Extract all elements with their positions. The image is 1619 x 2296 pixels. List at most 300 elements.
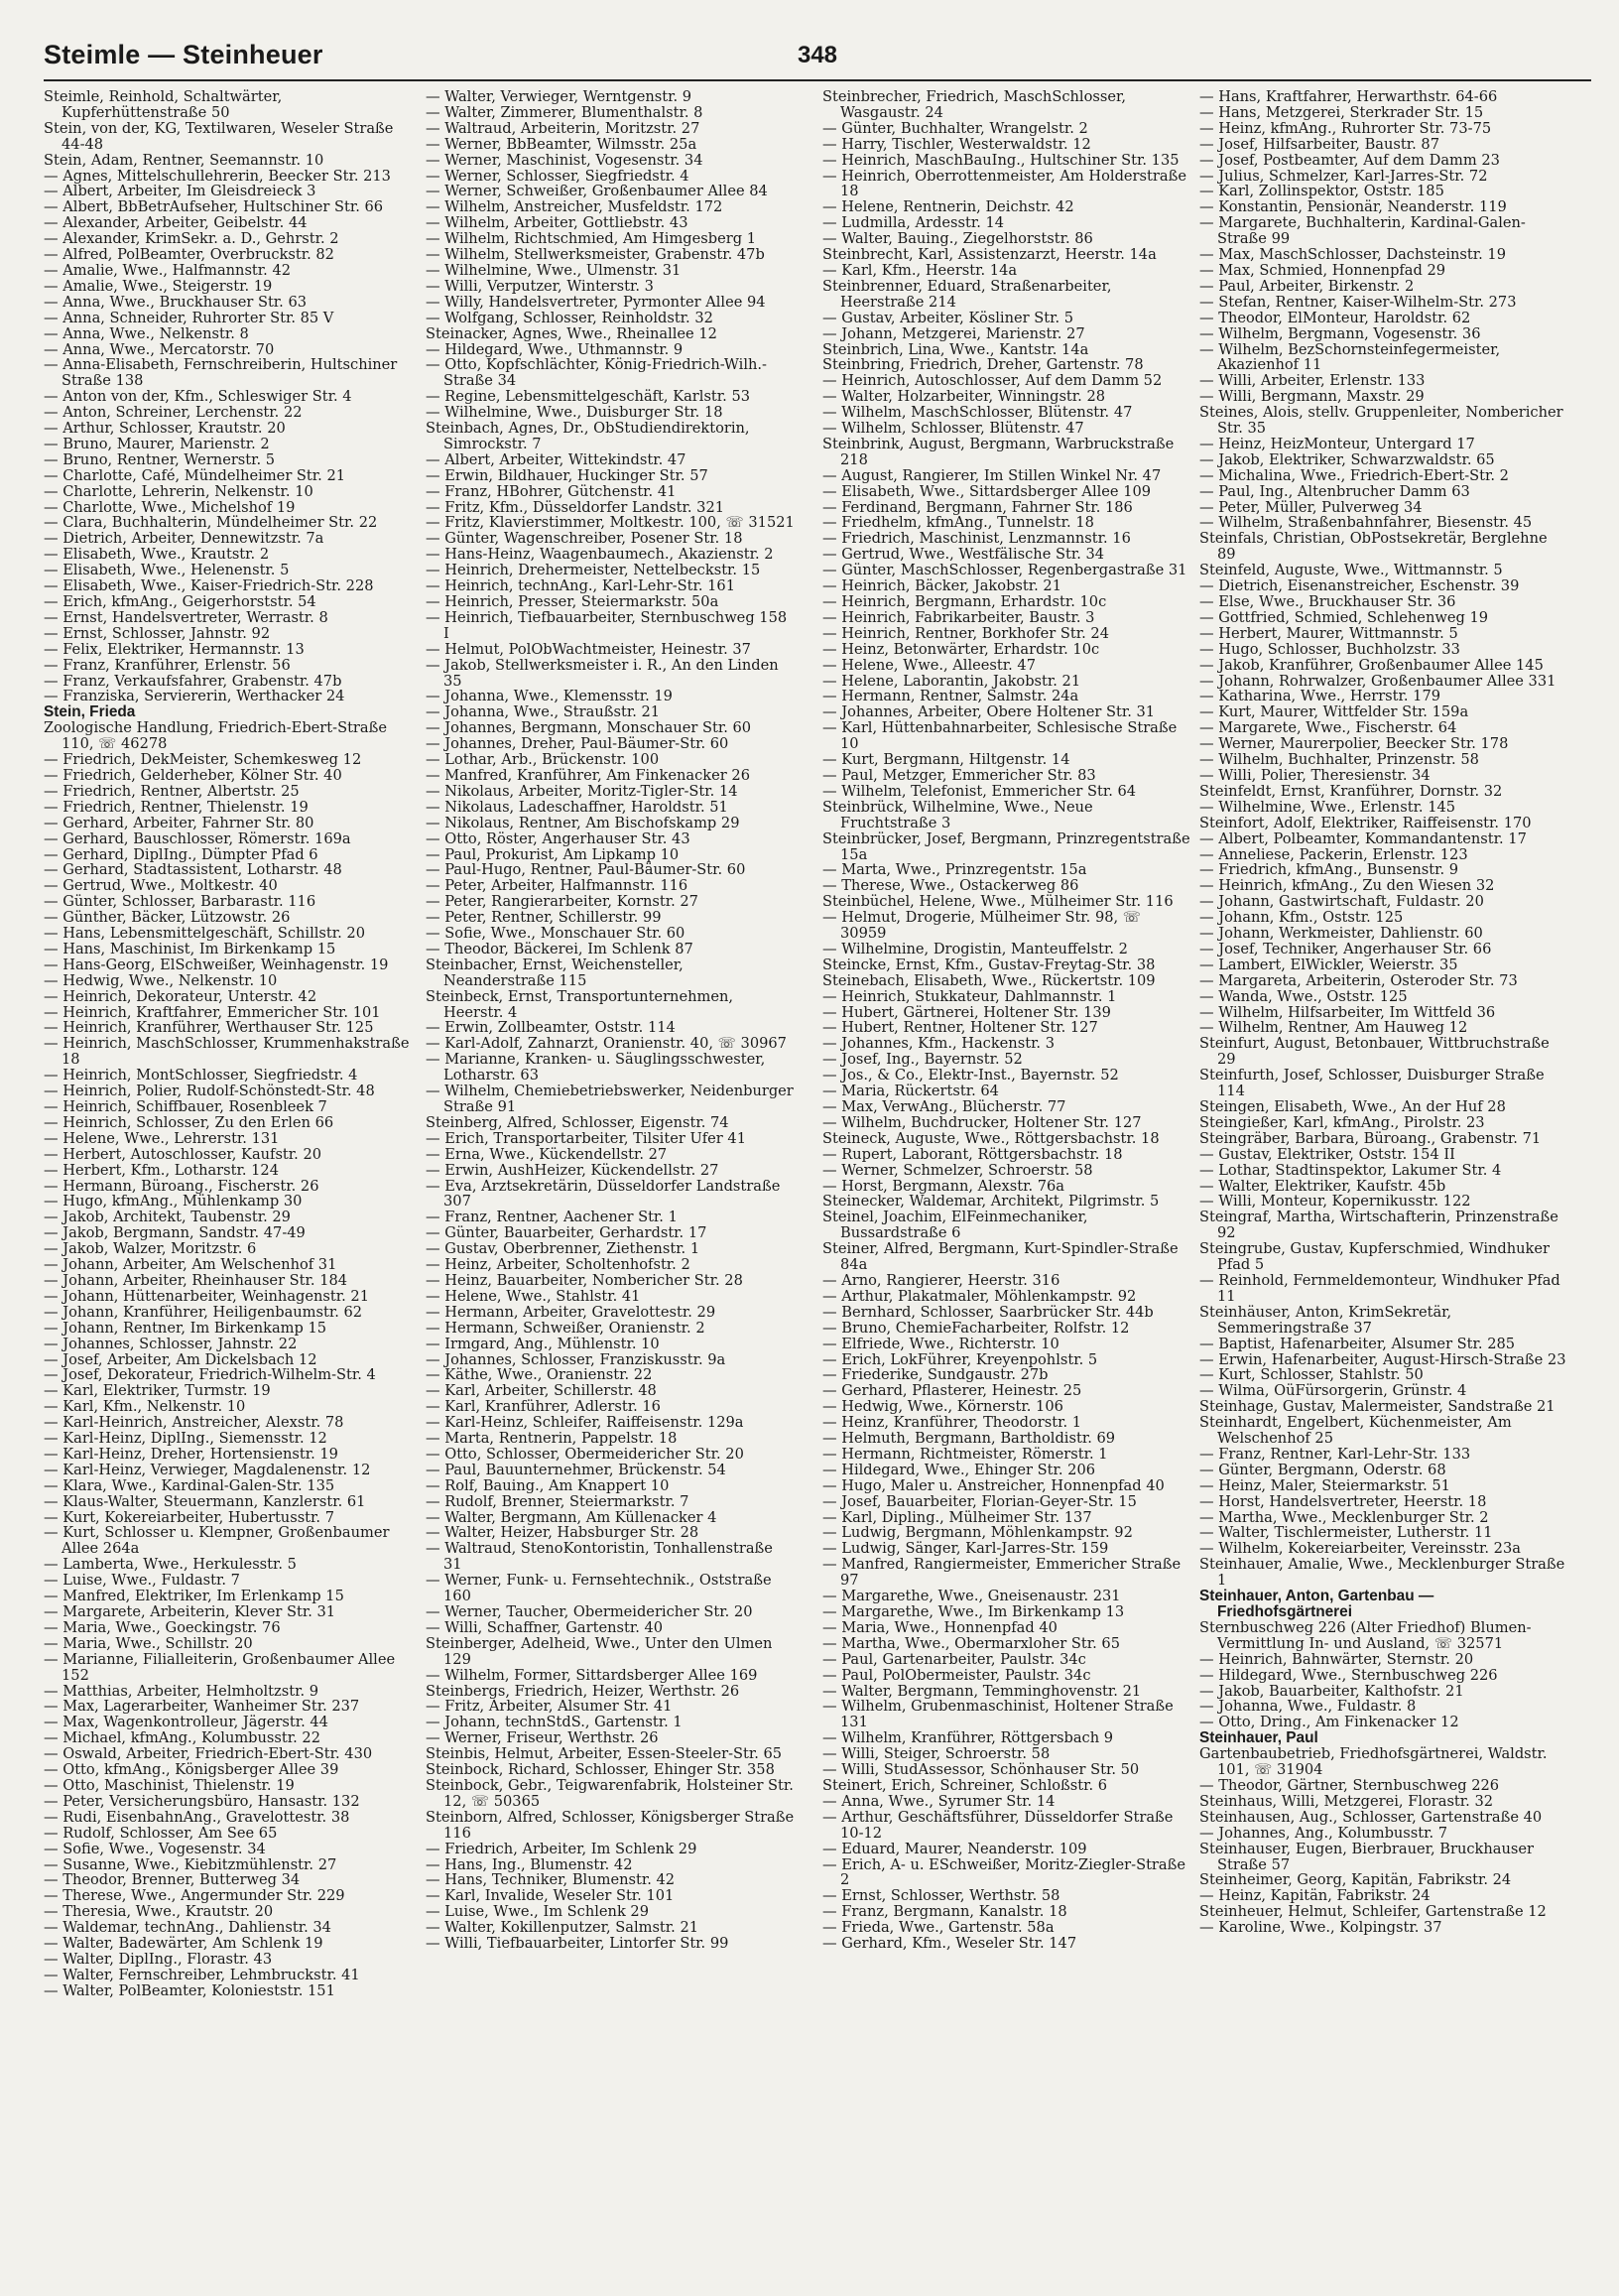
directory-entry: — Margarete, Wwe., Fischerstr. 64 <box>1199 719 1457 737</box>
directory-entry: — Heinz, Kranführer, Theodorstr. 1 <box>822 1414 1082 1432</box>
directory-entry: — Alexander, KrimSekr. a. D., Gehrstr. 2 <box>44 230 339 248</box>
directory-entry: — Otto, Röster, Angerhauser Str. 43 <box>426 829 690 847</box>
directory-entry: — Fritz, Arbeiter, Alsumer Str. 41 <box>426 1698 673 1716</box>
directory-entry: — Helene, Wwe., Lehrerstr. 131 <box>44 1129 280 1147</box>
directory-entry: — Anna, Wwe., Bruckhauser Str. 63 <box>44 293 308 311</box>
directory-entry: — Johann, Kfm., Oststr. 125 <box>1199 909 1404 927</box>
directory-entry: — Marianne, Filialleiterin, Großenbaumer Allee 152 <box>44 1650 396 1684</box>
directory-entry: — Erich, A- u. ESchweißer, Moritz-Ziegler-Straße 2 <box>822 1855 1185 1889</box>
directory-entry: — Karl, Hüttenbahnarbeiter, Schlesische Straße 10 <box>822 719 1178 753</box>
directory-entry-heading: Steinhauer, Paul <box>1199 1729 1318 1747</box>
directory-entry: — Walter, Holzarbeiter, Winningstr. 28 <box>822 388 1106 406</box>
directory-entry: — Lamberta, Wwe., Herkulesstr. 5 <box>44 1556 297 1574</box>
directory-entry: Steinbrecht, Karl, Assistenzarzt, Heerstr. 14a <box>822 246 1157 264</box>
directory-entry: — Gerhard, Arbeiter, Fahrner Str. 80 <box>44 814 314 831</box>
directory-entry: — Friedrich, Rentner, Thielenstr. 19 <box>44 798 309 816</box>
directory-entry: Steinbacher, Ernst, Weichensteller, Neanderstraße 115 <box>426 956 684 989</box>
directory-entry: — Jakob, Elektriker, Schwarzwaldstr. 65 <box>1199 450 1495 468</box>
directory-entry: — Heinz, HeizMonteur, Untergard 17 <box>1199 435 1475 452</box>
directory-entry: — Hermann, Rentner, Salmstr. 24a <box>822 688 1079 705</box>
directory-entry: — Bruno, ChemieFacharbeiter, Rolfstr. 12 <box>822 1319 1130 1337</box>
directory-entry: — Heinrich, MaschSchlosser, Krummenhakstraße 18 <box>44 1035 410 1069</box>
directory-entry: — Frieda, Wwe., Gartenstr. 58a <box>822 1919 1055 1937</box>
directory-entry: — Werner, Funk- u. Fernsehtechnik., Oststraße 160 <box>426 1572 772 1605</box>
directory-entry: Zoologische Handlung, Friedrich-Ebert-Straße 110, ☏ 46278 <box>44 719 387 753</box>
directory-entry: — Maria, Rückertstr. 64 <box>822 1083 999 1100</box>
directory-entry: — Dietrich, Arbeiter, Dennewitzstr. 7a <box>44 530 324 548</box>
directory-entry: — Johanna, Wwe., Straußstr. 21 <box>426 703 661 721</box>
directory-entry: — Johann, Hüttenarbeiter, Weinhagenstr. 21 <box>44 1287 369 1305</box>
directory-entry: — Johannes, Kfm., Hackenstr. 3 <box>822 1035 1055 1053</box>
directory-entry: — Margarete, Buchhalterin, Kardinal-Galen-Straße 99 <box>1199 214 1526 248</box>
directory-entry: — Friederike, Sundgaustr. 27b <box>822 1366 1049 1384</box>
directory-entry: Steinhauer, Amalie, Wwe., Mecklenburger Straße 1 <box>1199 1556 1565 1590</box>
directory-entry: Steinbock, Richard, Schlosser, Ehinger Str. 358 <box>426 1761 775 1779</box>
directory-entry: — Julius, Schmelzer, Karl-Jarres-Str. 72 <box>1199 167 1488 185</box>
directory-entry: — Willi, Verputzer, Winterstr. 3 <box>426 277 654 295</box>
directory-entry: — Franz, Rentner, Aachener Str. 1 <box>426 1209 678 1226</box>
directory-entry: — Therese, Wwe., Angermunder Str. 229 <box>44 1887 345 1905</box>
directory-entry: — Werner, Schweißer, Großenbaumer Allee 84 <box>426 183 768 200</box>
directory-entry: — Elisabeth, Wwe., Krautstr. 2 <box>44 546 270 564</box>
directory-entry: — Wilhelm, MaschSchlosser, Blütenstr. 47 <box>822 404 1133 422</box>
directory-entry: Steinheuer, Helmut, Schleifer, Gartenstraße 12 <box>1199 1903 1547 1921</box>
directory-entry: — Hedwig, Wwe., Nelkenstr. 10 <box>44 971 278 989</box>
directory-entry: — Hubert, Rentner, Holtener Str. 127 <box>822 1019 1098 1037</box>
directory-entry: Steinfals, Christian, ObPostsekretär, Berglehne 89 <box>1199 530 1548 564</box>
directory-entry: — Margarethe, Wwe., Im Birkenkamp 13 <box>822 1603 1125 1620</box>
directory-entry: — Günter, MaschSchlosser, Regenbergastraße 31 <box>822 562 1187 579</box>
directory-entry: — Friedrich, DekMeister, Schemkesweg 12 <box>44 751 362 769</box>
directory-entry: — Karoline, Wwe., Kolpingstr. 37 <box>1199 1919 1442 1937</box>
directory-entry: Steingen, Elisabeth, Wwe., An der Huf 28 <box>1199 1098 1506 1115</box>
directory-entry: — Hans-Georg, ElSchweißer, Weinhagenstr. 19 <box>44 956 389 973</box>
directory-entry: — Walter, Fernschreiber, Lehmbruckstr. 41 <box>44 1966 360 1983</box>
directory-entry: — Walter, Kokillenputzer, Salmstr. 21 <box>426 1919 699 1937</box>
directory-entry: — Paul, Ing., Altenbrucher Damm 63 <box>1199 482 1470 500</box>
directory-entry: Steinhausen, Aug., Schlosser, Gartenstraße 40 <box>1199 1808 1543 1826</box>
directory-entry: — Baptist, Hafenarbeiter, Alsumer Str. 285 <box>1199 1335 1516 1352</box>
directory-entry: — Anton von der, Kfm., Schleswiger Str. 4 <box>44 388 352 406</box>
directory-entry: — Regine, Lebensmittelgeschäft, Karlstr. 53 <box>426 388 751 406</box>
directory-entry: — Dietrich, Eisenanstreicher, Eschenstr. 39 <box>1199 577 1520 595</box>
directory-entry: Steinfurt, August, Betonbauer, Wittbruchstraße 29 <box>1199 1035 1550 1069</box>
directory-entry: — Heinz, kfmAng., Ruhrorter Str. 73-75 <box>1199 119 1492 137</box>
directory-entry: — Karl, Kfm., Nelkenstr. 10 <box>44 1398 246 1416</box>
directory-entry: — Walter, Bauing., Ziegelhorststr. 86 <box>822 230 1093 248</box>
directory-entry: — Herbert, Autoschlosser, Kaufstr. 20 <box>44 1145 322 1163</box>
directory-entry: — Elisabeth, Wwe., Sittardsberger Allee 109 <box>822 482 1152 500</box>
directory-entry: — Willi, Arbeiter, Erlenstr. 133 <box>1199 372 1426 390</box>
directory-entry: — Heinrich, Polier, Rudolf-Schönstedt-Str. 48 <box>44 1083 375 1100</box>
directory-entry: Gartenbaubetrieb, Friedhofsgärtnerei, Waldstr. 101, ☏ 31904 <box>1199 1745 1548 1779</box>
directory-entry: Steingießer, Karl, kfmAng., Pirolstr. 23 <box>1199 1113 1485 1131</box>
directory-entry: Steinebach, Elisabeth, Wwe., Rückertstr. 109 <box>822 971 1156 989</box>
directory-entry: — Wilhelm, Buchhalter, Prinzenstr. 58 <box>1199 751 1479 769</box>
directory-entry: — Fritz, Klavierstimmer, Moltkestr. 100, ☏ 31521 <box>426 514 795 532</box>
directory-entry: — Franz, Verkaufsfahrer, Grabenstr. 47b <box>44 672 342 690</box>
directory-entry: Steinbach, Agnes, Dr., ObStudiendirektorin, Simrockstr. 7 <box>426 420 750 452</box>
directory-entry: — Susanne, Wwe., Kiebitzmühlenstr. 27 <box>44 1855 337 1873</box>
directory-entry: — Manfred, Rangiermeister, Emmericher Straße 97 <box>822 1556 1182 1590</box>
directory-entry: — Jakob, Architekt, Taubenstr. 29 <box>44 1209 291 1226</box>
directory-entry: Steineck, Auguste, Wwe., Röttgersbachstr. 18 <box>822 1129 1160 1147</box>
directory-entry: — Maria, Wwe., Schillstr. 20 <box>44 1634 253 1652</box>
directory-entry: — Ludwig, Bergmann, Möhlenkampstr. 92 <box>822 1524 1133 1542</box>
header-rule <box>44 79 1591 81</box>
directory-entry: — Johannes, Schlosser, Franziskusstr. 9a <box>426 1350 726 1368</box>
directory-entry: Steinbrück, Wilhelmine, Wwe., Neue Fruchtstraße 3 <box>822 798 1093 831</box>
directory-entry: Steinbrecher, Friedrich, MaschSchlosser, Wasgaustr. 24 <box>822 89 1126 121</box>
directory-entry: — Walter, Bergmann, Am Küllenacker 4 <box>426 1508 717 1526</box>
directory-entry: — Johannes, Schlosser, Jahnstr. 22 <box>44 1335 298 1352</box>
directory-entry: — Günther, Bäcker, Lützowstr. 26 <box>44 909 291 927</box>
directory-entry: Steinbock, Gebr., Teigwarenfabrik, Holsteiner Str. 12, ☏ 50365 <box>426 1776 794 1810</box>
directory-entry: — Wilhelmine, Drogistin, Manteuffelstr. 2 <box>822 940 1128 957</box>
directory-entry: — Theodor, ElMonteur, Haroldstr. 62 <box>1199 309 1471 326</box>
directory-entry: Steinhaus, Willi, Metzgerei, Florastr. 32 <box>1199 1792 1494 1810</box>
directory-entry: — Wilhelm, Stellwerksmeister, Grabenstr. 47b <box>426 246 765 264</box>
directory-entry: — Josef, Techniker, Angerhauser Str. 66 <box>1199 940 1492 957</box>
page-number: 348 <box>797 42 838 68</box>
directory-entry: — Anna, Wwe., Nelkenstr. 8 <box>44 324 249 342</box>
directory-entry: Steimle, Reinhold, Schaltwärter, Kupferhüttenstraße 50 <box>44 89 283 121</box>
directory-entry: — Walter, Verwieger, Werntgenstr. 9 <box>426 89 692 105</box>
directory-entry: — Paul, Gartenarbeiter, Paulstr. 34c <box>822 1650 1086 1668</box>
directory-entry: — Max, Schmied, Honnenpfad 29 <box>1199 261 1446 279</box>
directory-entry: — Wilhelmine, Wwe., Duisburger Str. 18 <box>426 404 723 422</box>
directory-entry: — Anneliese, Packerin, Erlenstr. 123 <box>1199 845 1468 863</box>
column-2 <box>426 89 795 2282</box>
directory-entry: — Johannes, Dreher, Paul-Bäumer-Str. 60 <box>426 735 729 753</box>
directory-entry: Stein, Adam, Rentner, Seemannstr. 10 <box>44 151 324 169</box>
directory-entry: — Karl, Zollinspektor, Oststr. 185 <box>1199 183 1444 200</box>
directory-entry: Steinhardt, Engelbert, Küchenmeister, Am Welschenhof 25 <box>1199 1414 1512 1448</box>
directory-entry: — Johann, technStdS., Gartenstr. 1 <box>426 1714 683 1731</box>
directory-entry: — Theodor, Brenner, Butterweg 34 <box>44 1871 301 1889</box>
directory-entry: — Wilhelmine, Wwe., Erlenstr. 145 <box>1199 798 1456 816</box>
directory-entry: — Waldemar, technAng., Dahlienstr. 34 <box>44 1919 331 1937</box>
directory-entry: — Hildegard, Wwe., Sternbuschweg 226 <box>1199 1666 1498 1684</box>
directory-entry: — Margarethe, Wwe., Gneisenaustr. 231 <box>822 1588 1121 1605</box>
directory-entry: — Elisabeth, Wwe., Helenenstr. 5 <box>44 562 290 579</box>
directory-entry: — Walter, DiplIng., Florastr. 43 <box>44 1950 273 1968</box>
directory-entry: — Hedwig, Wwe., Körnerstr. 106 <box>822 1398 1063 1416</box>
directory-entry: — Arthur, Geschäftsführer, Düsseldorfer Straße 10-12 <box>822 1808 1174 1842</box>
directory-entry: — Heinrich, Schiffbauer, Rosenbleek 7 <box>44 1098 327 1115</box>
directory-entry: — Klara, Wwe., Kardinal-Galen-Str. 135 <box>44 1476 335 1494</box>
directory-entry: — Günter, Wagenschreiber, Posener Str. 18 <box>426 530 743 548</box>
directory-entry: — Wilhelm, Arbeiter, Gottliebstr. 43 <box>426 214 688 232</box>
directory-entry: — Wilhelm, Anstreicher, Musfeldstr. 172 <box>426 198 723 216</box>
directory-entry: — Stefan, Rentner, Kaiser-Wilhelm-Str. 273 <box>1199 293 1517 311</box>
directory-entry: — Jakob, Kranführer, Großenbaumer Allee 145 <box>1199 656 1544 674</box>
directory-entry: — Peter, Arbeiter, Halfmannstr. 116 <box>426 877 688 895</box>
directory-entry: — Walter, Badewärter, Am Schlenk 19 <box>44 1935 323 1953</box>
directory-entry: — Werner, BbBeamter, Wilmsstr. 25a <box>426 135 697 153</box>
directory-entry: — Hans, Techniker, Blumenstr. 42 <box>426 1871 676 1889</box>
directory-entry: — Erwin, AushHeizer, Kückendellstr. 27 <box>426 1161 719 1179</box>
directory-entry: Steingräber, Barbara, Büroang., Grabenstr. 71 <box>1199 1129 1542 1147</box>
directory-entry: — Willi, Steiger, Schroerstr. 58 <box>822 1745 1051 1763</box>
directory-entry: — Karl-Heinz, DiplIng., Siemensstr. 12 <box>44 1430 327 1448</box>
directory-entry: — Wilhelm, Telefonist, Emmericher Str. 64 <box>822 782 1137 800</box>
directory-entry: — Werner, Maschinist, Vogesenstr. 34 <box>426 151 703 169</box>
directory-entry: — Otto, Kopfschlächter, König-Friedrich-Wilh.-Straße 34 <box>426 356 767 390</box>
directory-entry: — Heinz, Kapitän, Fabrikstr. 24 <box>1199 1887 1431 1905</box>
directory-entry: — Willi, Polier, Theresienstr. 34 <box>1199 766 1431 784</box>
directory-entry: — Lambert, ElWickler, Weierstr. 35 <box>1199 956 1458 973</box>
directory-entry: — Josef, Ing., Bayernstr. 52 <box>822 1051 1023 1069</box>
directory-entry: — Erich, LokFührer, Kreyenpohlstr. 5 <box>822 1350 1098 1368</box>
directory-entry: — Johann, Metzgerei, Marienstr. 27 <box>822 324 1085 342</box>
directory-entry: — Rudi, EisenbahnAng., Gravelottestr. 38 <box>44 1808 350 1826</box>
directory-entry: — Wanda, Wwe., Oststr. 125 <box>1199 987 1408 1005</box>
directory-entry: Stein, von der, KG, Textilwaren, Weseler Straße 44-48 <box>44 119 394 153</box>
directory-entry: — Rupert, Laborant, Röttgersbachstr. 18 <box>822 1145 1123 1163</box>
directory-entry: Steiner, Alfred, Bergmann, Kurt-Spindler-Straße 84a <box>822 1240 1179 1274</box>
directory-entry: — Hans, Lebensmittelgeschäft, Schillstr. 20 <box>44 925 365 943</box>
directory-entry: — Willy, Handelsvertreter, Pyrmonter Allee 94 <box>426 293 766 311</box>
directory-entry: — Helmut, Drogerie, Mülheimer Str. 98, ☏ 30959 <box>822 909 1142 943</box>
directory-entry: — Katharina, Wwe., Herrstr. 179 <box>1199 688 1441 705</box>
directory-entry: — Arno, Rangierer, Heerstr. 316 <box>822 1271 1060 1289</box>
directory-entry: Steinfeldt, Ernst, Kranführer, Dornstr. 32 <box>1199 782 1503 800</box>
directory-entry: — Wolfgang, Schlosser, Reinholdstr. 32 <box>426 309 713 326</box>
directory-entry: — Oswald, Arbeiter, Friedrich-Ebert-Str. 430 <box>44 1745 373 1763</box>
directory-entry: — Kurt, Bergmann, Hiltgenstr. 14 <box>822 751 1070 769</box>
directory-columns <box>44 89 1591 2282</box>
directory-entry: — Josef, Arbeiter, Am Dickelsbach 12 <box>44 1350 317 1368</box>
directory-entry: — Heinrich, Fabrikarbeiter, Baustr. 3 <box>822 608 1095 626</box>
directory-entry: — Heinrich, Kranführer, Werthauser Str. 125 <box>44 1019 374 1037</box>
directory-entry: — Bernhard, Schlosser, Saarbrücker Str. 44b <box>822 1303 1154 1321</box>
directory-entry: Steinel, Joachim, ElFeinmechaniker, Bussardstraße 6 <box>822 1209 1088 1242</box>
directory-entry: — Wilhelm, Bergmann, Vogesenstr. 36 <box>1199 324 1481 342</box>
directory-entry: — Reinhold, Fernmeldemonteur, Windhuker Pfad 11 <box>1199 1271 1560 1305</box>
directory-entry: — Albert, BbBetrAufseher, Hultschiner Str. 66 <box>44 198 384 216</box>
directory-entry: — Günter, Bergmann, Oderstr. 68 <box>1199 1461 1446 1478</box>
directory-entry: — Hans, Ing., Blumenstr. 42 <box>426 1855 633 1873</box>
directory-entry: — Margarete, Arbeiterin, Klever Str. 31 <box>44 1603 336 1620</box>
directory-entry: — Agnes, Mittelschullehrerin, Beecker Str. 213 <box>44 167 391 185</box>
directory-entry: Steinborn, Alfred, Schlosser, Königsberger Straße 116 <box>426 1808 795 1842</box>
directory-entry: — Gerhard, Bauschlosser, Römerstr. 169a <box>44 829 351 847</box>
directory-entry: — Wilhelm, Chemiebetriebswerker, Neidenburger Straße 91 <box>426 1083 794 1115</box>
directory-entry: — Werner, Friseur, Werthstr. 26 <box>426 1729 659 1747</box>
directory-entry: — Karl-Heinz, Verwieger, Magdalenenstr. 12 <box>44 1461 371 1478</box>
directory-entry: Steinhauser, Eugen, Bierbrauer, Bruckhauser Straße 57 <box>1199 1840 1534 1873</box>
directory-entry: — Johann, Arbeiter, Am Welschenhof 31 <box>44 1256 337 1274</box>
directory-entry: — Käthe, Wwe., Oranienstr. 22 <box>426 1366 653 1384</box>
directory-entry: — Heinrich, Bäcker, Jakobstr. 21 <box>822 577 1061 595</box>
directory-entry: Steinheimer, Georg, Kapitän, Fabrikstr. 24 <box>1199 1871 1512 1889</box>
directory-entry: — Gerhard, Stadtassistent, Lotharstr. 48 <box>44 861 342 879</box>
directory-entry: — Johann, Kranführer, Heiligenbaumstr. 62 <box>44 1303 363 1321</box>
directory-entry: — Max, Wagenkontrolleur, Jägerstr. 44 <box>44 1714 328 1731</box>
directory-entry: — Heinrich, Bahnwärter, Sternstr. 20 <box>1199 1650 1474 1668</box>
directory-entry: — Walter, PolBeamter, Kolonieststr. 151 <box>44 1981 335 1999</box>
directory-entry: — Josef, Dekorateur, Friedrich-Wilhelm-Str. 4 <box>44 1366 376 1384</box>
directory-entry: — Elisabeth, Wwe., Kaiser-Friedrich-Str. 228 <box>44 577 374 595</box>
directory-entry: — Erwin, Zollbeamter, Oststr. 114 <box>426 1019 676 1037</box>
directory-entry: — Hans, Maschinist, Im Birkenkamp 15 <box>44 940 336 957</box>
running-head: Steimle — Steinheuer <box>44 40 323 69</box>
directory-entry: — Waltraud, StenoKontoristin, Tonhallenstraße 31 <box>426 1540 773 1574</box>
directory-entry: — Jakob, Bauarbeiter, Kalthofstr. 21 <box>1199 1682 1464 1700</box>
directory-entry: — Rudolf, Schlosser, Am See 65 <box>44 1824 278 1842</box>
directory-entry: — Erwin, Bildhauer, Huckinger Str. 57 <box>426 466 708 484</box>
directory-entry: — Johann, Rohrwalzer, Großenbaumer Allee 331 <box>1199 672 1557 690</box>
directory-entry: — Karl, Kranführer, Adlerstr. 16 <box>426 1398 661 1416</box>
directory-entry: — Ernst, Schlosser, Werthstr. 58 <box>822 1887 1060 1905</box>
directory-entry: — Heinrich, Kraftfahrer, Emmericher Str. 101 <box>44 1003 381 1021</box>
directory-entry: — Heinrich, Oberrottenmeister, Am Holderstraße 18 <box>822 167 1186 200</box>
directory-entry: — Johann, Gastwirtschaft, Fuldastr. 20 <box>1199 893 1484 911</box>
directory-entry: Steingrube, Gustav, Kupferschmied, Windhuker Pfad 5 <box>1199 1240 1551 1274</box>
directory-entry: — Helene, Wwe., Alleestr. 47 <box>822 656 1036 674</box>
directory-entry: — Hans, Kraftfahrer, Herwarthstr. 64-66 <box>1199 89 1498 105</box>
directory-entry: Steinbis, Helmut, Arbeiter, Essen-Steeler-Str. 65 <box>426 1745 783 1763</box>
directory-entry: — Kurt, Schlosser, Stahlstr. 50 <box>1199 1366 1424 1384</box>
directory-entry: — Gertrud, Wwe., Westfälische Str. 34 <box>822 546 1105 564</box>
directory-entry: — Kurt, Maurer, Wittfelder Str. 159a <box>1199 703 1469 721</box>
directory-entry: Steinbrenner, Eduard, Straßenarbeiter, Heerstraße 214 <box>822 277 1112 311</box>
directory-entry: Steinfort, Adolf, Elektriker, Raiffeisenstr. 170 <box>1199 814 1532 831</box>
directory-entry: Steinhäuser, Anton, KrimSekretär, Semmeringstraße 37 <box>1199 1303 1452 1337</box>
directory-entry: — Hermann, Arbeiter, Gravelottestr. 29 <box>426 1303 716 1321</box>
directory-entry: — Lothar, Stadtinspektor, Lakumer Str. 4 <box>1199 1161 1502 1179</box>
directory-entry: — Wilhelm, Former, Sittardsberger Allee 169 <box>426 1666 758 1684</box>
directory-entry: — Helene, Rentnerin, Deichstr. 42 <box>822 198 1074 216</box>
directory-entry: — Gottfried, Schmied, Schlehenweg 19 <box>1199 608 1489 626</box>
directory-entry: — Rolf, Bauing., Am Knappert 10 <box>426 1476 670 1494</box>
directory-entry: — Maria, Wwe., Honnenpfad 40 <box>822 1618 1058 1636</box>
directory-entry: — Werner, Schmelzer, Schroerstr. 58 <box>822 1161 1093 1179</box>
directory-entry: — Willi, StudAssessor, Schönhauser Str. 50 <box>822 1761 1140 1779</box>
directory-entry: — Lothar, Arb., Brückenstr. 100 <box>426 751 660 769</box>
directory-entry: — Heinrich, Schlosser, Zu den Erlen 66 <box>44 1113 334 1131</box>
directory-entry: — Kurt, Kokereiarbeiter, Hubertusstr. 7 <box>44 1508 334 1526</box>
directory-entry: — Ferdinand, Bergmann, Fahrner Str. 186 <box>822 498 1133 516</box>
directory-entry: — Paul, Arbeiter, Birkenstr. 2 <box>1199 277 1415 295</box>
directory-entry: — Albert, Arbeiter, Wittekindstr. 47 <box>426 450 686 468</box>
directory-entry: — Erich, Transportarbeiter, Tilsiter Ufer 41 <box>426 1129 746 1147</box>
directory-entry: — Waltraud, Arbeiterin, Moritzstr. 27 <box>426 119 700 137</box>
directory-entry: — Herbert, Kfm., Lotharstr. 124 <box>44 1161 280 1179</box>
directory-entry: — Friedrich, Gelderheber, Kölner Str. 40 <box>44 766 342 784</box>
directory-entry: — Willi, Monteur, Kopernikusstr. 122 <box>1199 1193 1471 1211</box>
directory-entry: — Heinz, Bauarbeiter, Nombericher Str. 28 <box>426 1271 743 1289</box>
directory-entry: — Franz, Kranführer, Erlenstr. 56 <box>44 656 291 674</box>
directory-entry: — Werner, Schlosser, Siegfriedstr. 4 <box>426 167 689 185</box>
directory-entry-heading: Steinhauer, Anton, Gartenbau — Friedhofsgärtnerei <box>1199 1588 1434 1620</box>
directory-entry: — Hans-Heinz, Waagenbaumech., Akazienstr. 2 <box>426 546 774 564</box>
directory-entry: — Michalina, Wwe., Friedrich-Ebert-Str. 2 <box>1199 466 1509 484</box>
directory-entry: — Walter, Heizer, Habsburger Str. 28 <box>426 1524 699 1542</box>
directory-entry: — Heinz, Betonwärter, Erhardstr. 10c <box>822 640 1100 658</box>
directory-entry: — Wilhelm, Straßenbahnfahrer, Biesenstr. 45 <box>1199 514 1533 532</box>
directory-entry: — Michael, kfmAng., Kolumbusstr. 22 <box>44 1729 320 1747</box>
directory-entry: — Peter, Rangierarbeiter, Kornstr. 27 <box>426 893 698 911</box>
directory-entry: — Gerhard, DiplIng., Dümpter Pfad 6 <box>44 845 318 863</box>
directory-entry: — Ernst, Schlosser, Jahnstr. 92 <box>44 624 271 642</box>
directory-entry: — Ernst, Handelsvertreter, Werrastr. 8 <box>44 608 328 626</box>
directory-entry: — Manfred, Kranführer, Am Finkenacker 26 <box>426 766 750 784</box>
directory-entry: — Theresia, Wwe., Krautstr. 20 <box>44 1903 274 1921</box>
directory-entry: Steinfeld, Auguste, Wwe., Wittmannstr. 5 <box>1199 562 1503 579</box>
directory-entry: — Charlotte, Café, Mündelheimer Str. 21 <box>44 466 346 484</box>
directory-entry: — Erna, Wwe., Kückendellstr. 27 <box>426 1145 668 1163</box>
directory-entry: — Helene, Wwe., Stahlstr. 41 <box>426 1287 641 1305</box>
directory-entry: — Gerhard, Pflasterer, Heinestr. 25 <box>822 1382 1082 1400</box>
directory-entry: — Wilhelm, Kranführer, Röttgersbach 9 <box>822 1729 1114 1747</box>
directory-entry: — Heinrich, Dekorateur, Unterstr. 42 <box>44 987 317 1005</box>
directory-entry: Steinbüchel, Helene, Wwe., Mülheimer Str. 116 <box>822 893 1174 911</box>
directory-entry: — Bruno, Rentner, Wernerstr. 5 <box>44 450 276 468</box>
directory-entry: — Martha, Wwe., Obermarxloher Str. 65 <box>822 1634 1120 1652</box>
directory-entry: — Franz, Rentner, Karl-Lehr-Str. 133 <box>1199 1445 1471 1463</box>
directory-entry: — Wilhelm, Schlosser, Blütenstr. 47 <box>822 420 1084 438</box>
directory-entry: — Bruno, Maurer, Marienstr. 2 <box>44 435 270 452</box>
directory-entry: — Friedrich, kfmAng., Bunsenstr. 9 <box>1199 861 1459 879</box>
directory-entry: — Gertrud, Wwe., Moltkestr. 40 <box>44 877 278 895</box>
directory-entry: — Johann, Werkmeister, Dahlienstr. 60 <box>1199 925 1483 943</box>
directory-entry: — Otto, kfmAng., Königsberger Allee 39 <box>44 1761 339 1779</box>
directory-entry: — Wilma, OüFürsorgerin, Grünstr. 4 <box>1199 1382 1467 1400</box>
directory-entry: — Wilhelmine, Wwe., Ulmenstr. 31 <box>426 261 682 279</box>
directory-entry: — Otto, Dring., Am Finkenacker 12 <box>1199 1714 1459 1731</box>
directory-entry: — Walter, Tischlermeister, Lutherstr. 11 <box>1199 1524 1493 1542</box>
directory-entry: — Alfred, PolBeamter, Overbruckstr. 82 <box>44 246 334 264</box>
directory-entry: — Matthias, Arbeiter, Helmholtzstr. 9 <box>44 1682 319 1700</box>
directory-entry: — Josef, Postbeamter, Auf dem Damm 23 <box>1199 151 1500 169</box>
directory-entry: — Amalie, Wwe., Steigerstr. 19 <box>44 277 273 295</box>
directory-entry: — Johannes, Ang., Kolumbusstr. 7 <box>1199 1824 1448 1842</box>
directory-entry: — Eduard, Maurer, Neanderstr. 109 <box>822 1840 1087 1857</box>
directory-entry: — Willi, Bergmann, Maxstr. 29 <box>1199 388 1425 406</box>
directory-entry: — Heinrich, Autoschlosser, Auf dem Damm 52 <box>822 372 1163 390</box>
directory-entry: Steinbergs, Friedrich, Heizer, Werthstr. 26 <box>426 1682 740 1700</box>
directory-entry: — Alexander, Arbeiter, Geibelstr. 44 <box>44 214 308 232</box>
directory-entry: — Luise, Wwe., Fuldastr. 7 <box>44 1572 240 1590</box>
directory-entry: — Anna, Wwe., Syrumer Str. 14 <box>822 1792 1056 1810</box>
directory-entry: — Günter, Buchhalter, Wrangelstr. 2 <box>822 119 1088 137</box>
directory-entry: — Johanna, Wwe., Klemensstr. 19 <box>426 688 673 705</box>
directory-entry-heading: Stein, Frieda <box>44 703 136 721</box>
directory-entry: — Heinrich, Tiefbauarbeiter, Sternbuschweg 158 I <box>426 608 788 642</box>
directory-entry: — Hildegard, Wwe., Uthmannstr. 9 <box>426 340 684 358</box>
directory-entry: — Hugo, Maler u. Anstreicher, Honnenpfad 40 <box>822 1476 1165 1494</box>
directory-entry: — Charlotte, Wwe., Michelshof 19 <box>44 498 296 516</box>
directory-entry: — Clara, Buchhalterin, Mündelheimer Str. 22 <box>44 514 378 532</box>
directory-entry: — Paul, Metzger, Emmericher Str. 83 <box>822 766 1096 784</box>
directory-entry: — Wilhelm, Rentner, Am Hauweg 12 <box>1199 1019 1468 1037</box>
directory-entry: Steincke, Ernst, Kfm., Gustav-Freytag-Str. 38 <box>822 956 1156 973</box>
directory-entry: — Johann, Arbeiter, Rheinhauser Str. 184 <box>44 1271 348 1289</box>
directory-entry: — Jos., & Co., Elektr-Inst., Bayernstr. 52 <box>822 1067 1119 1084</box>
directory-entry: — Heinz, Arbeiter, Scholtenhofstr. 2 <box>426 1256 690 1274</box>
directory-entry: — Otto, Maschinist, Thielenstr. 19 <box>44 1776 295 1794</box>
directory-entry: — Albert, Arbeiter, Im Gleisdreieck 3 <box>44 183 316 200</box>
directory-entry: — Karl-Heinrich, Anstreicher, Alexstr. 78 <box>44 1414 344 1432</box>
directory-entry: — Harry, Tischler, Westerwaldstr. 12 <box>822 135 1091 153</box>
directory-entry: — Helmuth, Bergmann, Bartholdistr. 69 <box>822 1430 1116 1448</box>
directory-entry: — Max, MaschSchlosser, Dachsteinstr. 19 <box>1199 246 1506 264</box>
directory-entry: — Günter, Bauarbeiter, Gerhardstr. 17 <box>426 1224 707 1242</box>
directory-entry: — Max, Lagerarbeiter, Wanheimer Str. 237 <box>44 1698 360 1716</box>
directory-entry: — Karl-Heinz, Schleifer, Raiffeisenstr. 129a <box>426 1414 744 1432</box>
